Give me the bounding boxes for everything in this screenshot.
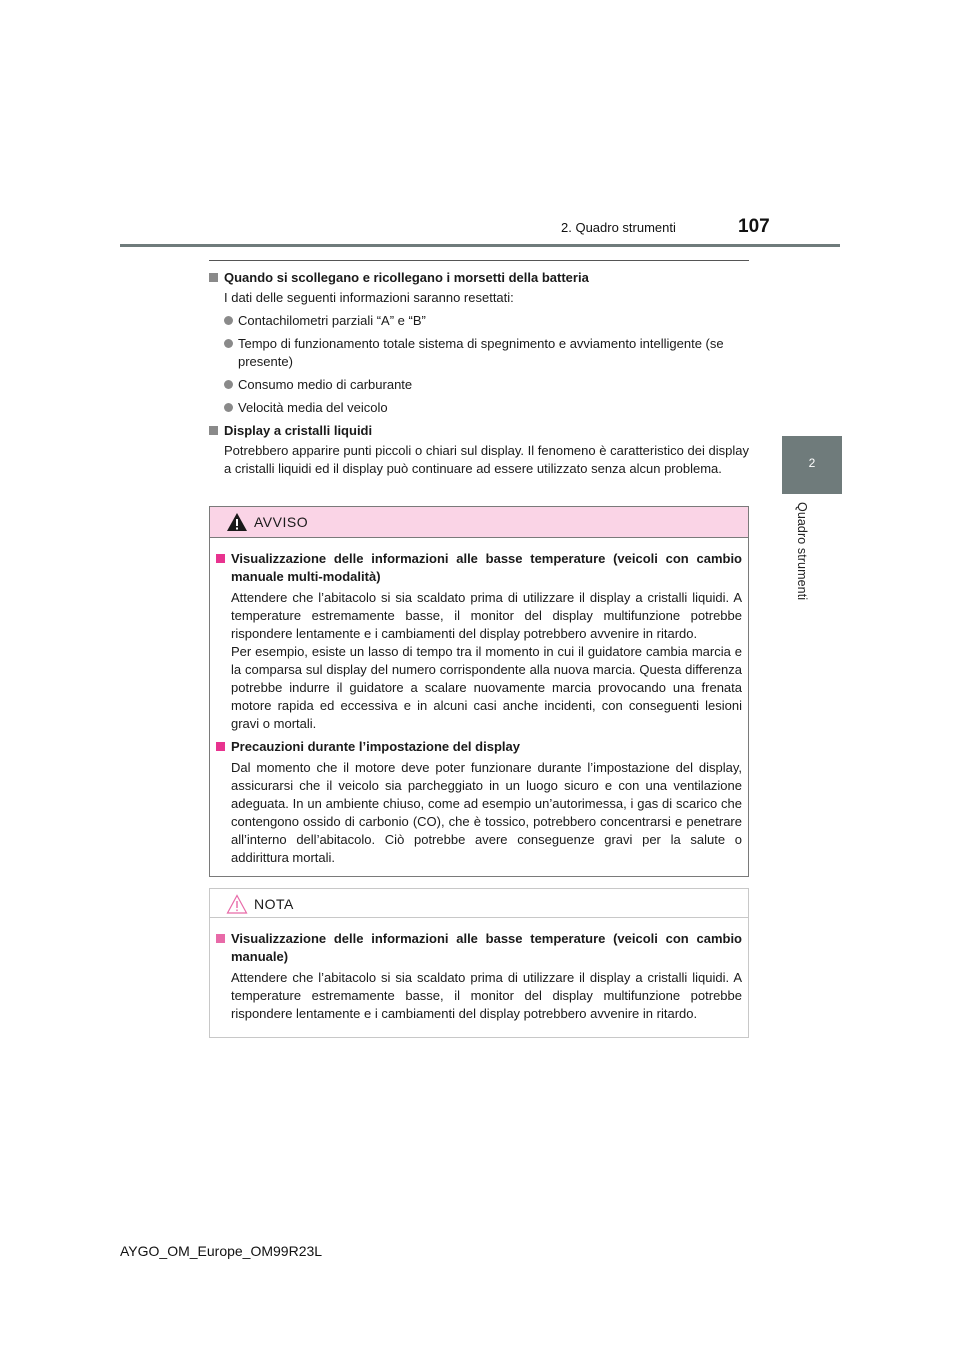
warning-box [209, 506, 749, 877]
header-rule [120, 244, 840, 247]
list-item: Tempo di funzionamento totale sistema di spegnimento e avviamento intelligente (se presente) [209, 335, 749, 371]
warning-item-text: Attendere che l’abitacolo si sia scaldato prima di utilizzare il display a cristalli liquidi. A temperature estremamente basse, il monitor del display multifunzione potrebbe rispondere lentamente e i cambiamenti del display potrebbero avvenire in ritardo. [231, 590, 742, 641]
page-number: 107 [738, 216, 770, 237]
square-bullet-icon [216, 554, 225, 563]
warning-item-text: Dal momento che il motore deve poter funzionare durante l’impostazione del display, assicurarsi che il veicolo sia parcheggiato in un luogo sicuro e con una ventilazione adeguata. In un ambiente chiuso, come ad esempio un’autorimessa, i gas di scarico che contengono ossido di carbonio (CO), che è tossico, potrebbero concentrarsi e penetrare all’interno dell’abitacolo. Ciò potrebbe avere conseguenze gravi per la salute o addirittura mortali. [231, 760, 742, 865]
note-box [209, 888, 749, 1038]
square-bullet-icon [216, 742, 225, 751]
section-title: Quando si scollegano e ricollegano i morsetti della batteria [209, 269, 749, 287]
warning-item-title: Precauzioni durante l’impostazione del display [216, 738, 742, 756]
caution-triangle-icon [226, 894, 248, 914]
round-bullet-icon [224, 339, 233, 348]
note-item-title: Visualizzazione delle informazioni alle basse temperature (veicoli con cambio manuale) [216, 930, 742, 966]
note-label: NOTA [254, 896, 294, 912]
warning-header [210, 507, 748, 538]
content-rule [209, 260, 749, 261]
warning-item-title: Visualizzazione delle informazioni alle basse temperature (veicoli con cambio manuale multi-modalità) [216, 550, 742, 586]
main-content [209, 260, 749, 478]
round-bullet-icon [224, 403, 233, 412]
section-intro: I dati delle seguenti informazioni saranno resettati: [224, 290, 514, 305]
chapter-number: 2 [808, 456, 816, 470]
chapter-title: Quadro strumenti [795, 502, 809, 601]
square-bullet-icon [216, 934, 225, 943]
warning-triangle-icon [226, 512, 248, 532]
list-item: Contachilometri parziali “A” e “B” [209, 312, 749, 330]
square-bullet-icon [209, 273, 218, 282]
chapter-tab [782, 436, 842, 494]
round-bullet-icon [224, 316, 233, 325]
footer-code: AYGO_OM_Europe_OM99R23L [120, 1243, 323, 1259]
warning-item-text: Per esempio, esiste un lasso di tempo tra il momento in cui il guidatore cambia marcia e la comparsa sul display del numero corrispondente alla nuova marcia. Questa differenza potrebbe indurre il guidatore a scalare nuovamente marcia provocando una frenata motore rapida ed eccessiva e in alcuni casi anche incidenti, con conseguenti lesioni gravi o mortali. [231, 644, 742, 731]
note-header [210, 889, 748, 918]
note-body [210, 918, 748, 1023]
list-item: Consumo medio di carburante [209, 376, 749, 394]
section-title: Display a cristalli liquidi [209, 422, 749, 440]
warning-label: AVVISO [254, 514, 309, 530]
square-bullet-icon [209, 426, 218, 435]
header-section-title: 2. Quadro strumenti [561, 220, 676, 235]
list-item: Velocità media del veicolo [209, 399, 749, 417]
round-bullet-icon [224, 380, 233, 389]
warning-body [210, 538, 748, 867]
note-item-text: Attendere che l’abitacolo si sia scaldato prima di utilizzare il display a cristalli liquidi. A temperature estremamente basse, il monitor del display multifunzione potrebbe rispondere lentamente e i cambiamenti del display potrebbero avvenire in ritardo. [231, 970, 742, 1021]
section-text: Potrebbero apparire punti piccoli o chiari sul display. Il fenomeno è caratteristico dei display a cristalli liquidi ed il display può continuare ad essere utilizzato senza alcun problema. [224, 443, 749, 476]
